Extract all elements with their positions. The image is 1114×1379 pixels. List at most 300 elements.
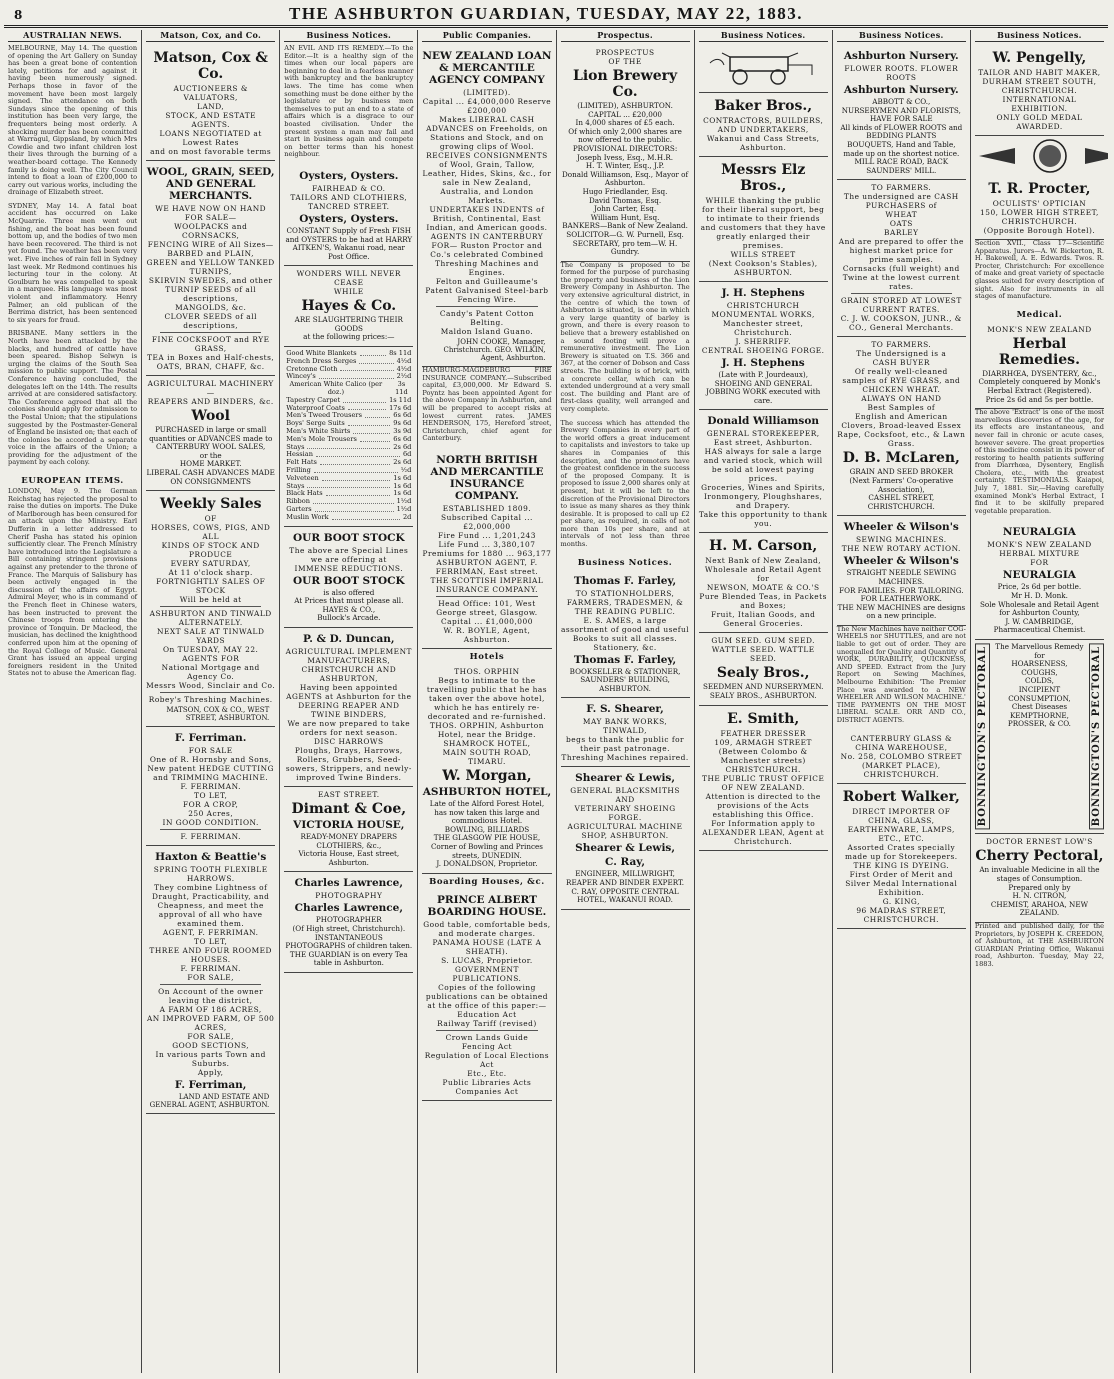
column-header: AUSTRALIAN NEWS. xyxy=(8,30,137,42)
divider-rule xyxy=(436,1030,537,1031)
column-2 xyxy=(142,30,280,1373)
ad-line: Chest Diseases xyxy=(1011,702,1068,712)
column-header: Prospectus. xyxy=(561,30,690,42)
medal-icon xyxy=(975,138,1108,174)
ad-line: J. SHERRIFF. xyxy=(735,337,791,346)
ad-line: Fencing Act xyxy=(461,1041,513,1051)
section-heading: Medical. xyxy=(1016,309,1063,320)
price-value: 2s 6d xyxy=(393,458,412,467)
price-leader xyxy=(320,459,390,465)
ad-line: THE PUBLIC TRUST OFFICE OF NEW ZEALAND. xyxy=(702,773,825,792)
ad-line: EVERY SATURDAY, xyxy=(170,559,251,569)
ad-title: P. & D. Duncan, xyxy=(303,632,395,645)
ad-line: AGRICULTURAL MACHINE SHOP, ASHBURTON. xyxy=(567,822,683,841)
ad-line: An invaluable Medicine in all the stages of Consumption. xyxy=(979,865,1100,883)
ad-line: Will be held at xyxy=(179,595,242,605)
ad-line: Of really well-cleaned samples of RYE GRASS, and CHICKEN WHEAT. xyxy=(842,367,961,395)
price-item: Waterproof Coats xyxy=(286,403,345,412)
price-leader xyxy=(332,514,400,520)
ad-line: ESTABLISHED 1809. xyxy=(442,503,532,513)
ad-line: Capital ... £1,000,000 xyxy=(440,616,533,626)
price-leader xyxy=(315,506,394,512)
ad-line: Fruit, Italian Goods, and General Groceries. xyxy=(710,610,816,629)
ad-line: WE HAVE NOW ON HAND FOR SALE— xyxy=(155,204,267,222)
ad-line: GENERAL BLACKSMITHS xyxy=(570,786,680,796)
ad-line: SAUNDERS' BUILDING, ASHBURTON. xyxy=(580,675,670,693)
ad-line: C. J. W. COOKSON, JUNR., & CO., General Merchants. xyxy=(840,314,962,333)
ad-title: WOOL, GRAIN, SEED, AND GENERAL MERCHANTS. xyxy=(146,166,275,202)
ad-line: MAY BANK WORKS, TINWALD, xyxy=(582,717,668,736)
spacer xyxy=(975,969,1104,975)
ad-line: KINDS OF STOCK AND PRODUCE xyxy=(161,541,260,560)
ad-line: THOS. ORPHIN, Ashburton Hotel, near the Bridge. xyxy=(429,720,545,739)
divider-rule xyxy=(160,984,261,985)
ad-line: SEALY BROS., ASHBURTON. xyxy=(709,690,817,700)
ad-line: TO FARMERS. xyxy=(871,183,932,193)
ad-title: J. H. Stephens xyxy=(721,287,805,299)
ad-subtitle: Shearer & Lewis, xyxy=(575,842,676,855)
advertisement xyxy=(975,521,1104,640)
column-6 xyxy=(695,30,833,1373)
price-item: Tapestry Carpet xyxy=(286,395,341,404)
ad-line: WHEAT xyxy=(885,210,918,220)
ad-line: WONDERS WILL NEVER CEASE xyxy=(296,269,401,288)
column-7 xyxy=(833,30,971,1373)
ad-subtitle: Oysters, Oysters. xyxy=(299,212,399,225)
column-header: Business Notices. xyxy=(699,30,828,42)
ad-line: C. RAY, OPPOSITE CENTRAL HOTEL, WAKANUI ROAD. xyxy=(571,886,679,905)
ad-line: GOVERNMENT PUBLICATIONS. xyxy=(452,964,522,983)
price-row xyxy=(284,381,413,397)
advertisement xyxy=(146,376,275,491)
ad-line: and on most favorable terms xyxy=(150,147,272,156)
ad-title: W. Pengelly, xyxy=(992,50,1087,66)
ad-line: ASHBURTON AND TINWALD xyxy=(149,609,272,619)
vertical-label-right: BONNINGTON'S PECTORAL xyxy=(1089,643,1104,829)
ad-line: On Account of the owner leaving the district, xyxy=(158,987,264,1006)
advertisement xyxy=(146,161,275,376)
price-value: 3s 11d xyxy=(395,380,408,397)
ad-line: We are now prepared to take orders for next season. xyxy=(287,718,411,737)
ad-line: Regulation of Local Elections Act xyxy=(424,1050,550,1069)
price-item: American White Calico (per doz.) xyxy=(289,380,383,397)
ad-line: LOANS NEGOTIATED at Lowest Rates xyxy=(159,129,262,147)
ad-line: MONK'S NEW ZEALAND xyxy=(987,324,1092,334)
ad-line: (Opposite Borough Hotel). xyxy=(983,226,1096,235)
ad-line: Capital ... £4,000,000 Reserve £200,000 xyxy=(422,97,552,115)
ad-line: WOOLPACKS and CORNSACKS, xyxy=(174,222,248,240)
price-leader xyxy=(307,444,390,450)
advertisement xyxy=(699,706,828,851)
ad-line: Victoria House, East street, Ashburton. xyxy=(298,849,400,867)
ad-line: S. LUCAS, Proprietor. xyxy=(441,955,533,965)
ad-line: NEWSON, MOATE & CO.'S xyxy=(706,583,820,593)
section-heading: Hotels xyxy=(469,651,505,662)
ad-line: UNDERTAKES INDENTS of British, Continental, East Indian, and American goods. xyxy=(426,205,548,232)
advertisement xyxy=(975,834,1104,923)
ad-line: Price 2s 6d and 5s per bottle. xyxy=(985,394,1094,404)
spacer xyxy=(8,467,137,473)
ad-subtitle: NEURALGIA xyxy=(1002,569,1076,582)
ad-title: Haxton & Beattie's xyxy=(155,851,267,864)
ad-line: STOCK, AND ESTATE AGENTS. xyxy=(165,111,257,129)
ad-line: OCULISTS' OPTICIAN xyxy=(992,199,1087,208)
ad-line: CENTRAL SHOEING FORGE. xyxy=(701,346,825,355)
ad-line: Messrs Wood, Sinclair and Co. xyxy=(146,681,276,691)
ad-line: John Carter, Esq. xyxy=(593,204,657,214)
ad-line: WILLS STREET xyxy=(730,250,796,259)
ad-line: The above are Special Lines we are offering at xyxy=(289,545,409,564)
section-heading: Business Notices. xyxy=(577,557,673,568)
column-header: Business Notices. xyxy=(284,30,413,42)
advertisement xyxy=(561,698,690,767)
ad-line: E. S. AMES, a large assortment of good and useful Books to suit all classes. xyxy=(560,615,690,643)
price-value: 1s 6d xyxy=(393,473,412,482)
ad-line: (Next Farmers' Co-operative Association), xyxy=(849,475,954,494)
ad-line: J. DONALDSON, Proprietor. xyxy=(436,859,538,869)
advertisement xyxy=(561,767,690,909)
advertisement xyxy=(146,45,275,161)
ad-line: FOR SALE, xyxy=(187,1032,235,1042)
advertisement xyxy=(975,322,1104,409)
ad-line: IN GOOD CONDITION. xyxy=(162,818,259,828)
ad-line: THE NEW ROTARY ACTION. xyxy=(841,544,961,554)
price-item: Men's Mole Trousers xyxy=(286,434,357,443)
ad-title: PRINCE ALBERT BOARDING HOUSE. xyxy=(427,893,547,918)
price-value: 2½d xyxy=(396,372,412,381)
price-value: 4½d xyxy=(396,364,412,373)
ad-line: AGRICULTURAL IMPLEMENT MANUFACTURERS, xyxy=(285,646,412,665)
price-value: 6s 6d xyxy=(393,411,412,420)
price-item: Hessian xyxy=(286,450,313,459)
ad-line: THE GUARDIAN is on every Tea table in Ashburton. xyxy=(289,949,408,968)
ad-line: 250 Acres, xyxy=(188,809,234,819)
price-value: 1s 6d xyxy=(393,489,412,498)
ad-line: WHILE thanking the public for their liberal support, beg to intimate to their friends and customers that they have greatly enlarged their premises. xyxy=(700,196,826,250)
advertisement xyxy=(561,570,690,699)
ad-line: (Of High street, Christchurch). xyxy=(292,923,406,933)
ad-line: CAPITAL ... £20,000 xyxy=(588,109,662,119)
ad-line: 96 MADRAS STREET, CHRISTCHURCH. xyxy=(856,905,947,924)
price-value: 6d xyxy=(402,450,412,459)
price-leader xyxy=(348,420,391,426)
price-item: Boys' Serge Suits xyxy=(286,419,345,428)
ad-line: Groceries, Wines and Spirits, Ironmongery, Ploughshares, and Drapery. xyxy=(701,483,826,511)
ad-line: ARE SLAUGHTERING THEIR GOODS xyxy=(294,315,403,333)
newspaper-title: THE ASHBURTON GUARDIAN, TUESDAY, MAY 22, 1883. xyxy=(289,4,803,23)
column-header: Business Notices. xyxy=(975,30,1104,42)
ad-line: H. N. CITRON, xyxy=(1012,891,1067,901)
ad-line: BARLEY xyxy=(884,228,919,238)
advertisement xyxy=(699,157,828,282)
ad-line: FLOWER ROOTS. FLOWER ROOTS xyxy=(844,64,959,82)
ad-line: ALTERNATELY. xyxy=(178,618,243,628)
price-item: Black Hats xyxy=(286,489,323,498)
ad-line: Education Act xyxy=(457,1009,517,1019)
ad-title: Dimant & Coe, xyxy=(291,800,407,817)
price-row xyxy=(284,514,413,522)
article-text: The success which has attended the Brewery Companies in every part of the world offers a great inducement to capitalists and investors to take up shares in Companies of this description, and the promoters have the greatest confidence in the success of the proposed Company. It is proposed to issue 2,000 shares only at present, but it will be left to the discretion of the Provisional Directors to issue as many shares as they think desirable. It is proposed to call up £2 per share, as required, in calls of not more than 10s per share, and at intervals of not less than three months. xyxy=(560,418,690,549)
ad-title: E. Smith, xyxy=(727,710,800,727)
ad-line: THE KING IS DYEING. xyxy=(853,860,950,870)
ad-line: HAYES & CO., xyxy=(322,604,376,614)
ad-line: Having been appointed AGENTS at Ashburton for the DEERING REAPER AND TWINE BINDERS, xyxy=(286,682,412,719)
article-text: The New Machines have neither COG-WHEELS nor SHUTTLES, and are not liable to get out of order. They are unequalled for Quality and Quantity of WORK, DURABILITY, QUICKNESS, AND SPEED. Extract from the Jury Report on Sewing Machines, Melbourne Exhibition: 'The Premier Place was awarded to a NEW WHEELER AND WILSON MACHINE.' TIME PAYMENTS ON THE MOST LIBERAL SCALE. ORR AND CO., DISTRICT AGENTS. xyxy=(836,624,966,724)
ad-line: CASH BUYER xyxy=(872,358,930,368)
ad-line: (Next Cookson's Stables), xyxy=(708,259,818,268)
ad-line: INTERNATIONAL EXHIBITION. xyxy=(1002,95,1077,113)
ad-subtitle: VICTORIA HOUSE, xyxy=(293,818,405,831)
price-leader xyxy=(343,397,386,403)
ad-line: TAILOR AND HABIT MAKER, xyxy=(978,68,1101,77)
price-item: Men's Tweed Trousers xyxy=(286,411,362,420)
ad-line: CONSTANT Supply of Fresh FISH and OYSTERS to be had at HARRY AITKEN'S, Wakanui road, near Post Office. xyxy=(285,225,413,261)
divider-rule xyxy=(851,293,952,294)
column-header: Business Notices. xyxy=(837,30,966,42)
pectoral-advertisement xyxy=(975,640,1104,834)
advertisement xyxy=(699,410,828,533)
article-text: Section XVII., Class 17—Scientific Apparatus. Jurors—A. W. Bickerton, R. H. Bakewell, A. E. Edwards. Twos. R. Procter, Christchurch: For excellence of make and great variety of spectacle glasses suited for every description of sight. Also for instruments in all stages of manufacture. xyxy=(974,239,1104,301)
ad-line: At Prices that must please all. xyxy=(294,596,404,606)
ad-line: EAST STREET. xyxy=(318,789,380,799)
ad-line: W. R. BOYLE, Agent, Ashburton. xyxy=(443,625,531,644)
ad-line: The Marvellous Remedy for xyxy=(995,642,1084,660)
ad-subtitle: ASHBURTON HOTEL, xyxy=(422,785,552,798)
ad-line: Felton and Guilleaume's Patent Galvanised Steel-barb Fencing Wire. xyxy=(425,277,549,304)
ad-line: DURHAM STREET SOUTH, xyxy=(982,77,1097,86)
ad-line: HOARSENESS, xyxy=(1011,659,1068,669)
ad-signature: MATSON, COX & CO., WEST STREET, ASHBURTON. xyxy=(166,706,270,723)
ad-line: FOR LEATHERWORK. xyxy=(860,594,942,604)
ad-line: On TUESDAY, MAY 22. xyxy=(162,645,259,655)
ad-line: AGENTS FOR xyxy=(182,654,240,664)
ad-line: David Thomas, Esq. xyxy=(588,195,662,205)
ad-line: NURSERYMEN AND FLORISTS, xyxy=(841,105,961,115)
advertisement xyxy=(422,449,551,649)
ad-line: The undersigned are CASH PURCHASERS of xyxy=(843,192,959,211)
ad-line: Sole Wholesale and Retail Agent for Ashburton County, xyxy=(979,599,1099,618)
ad-line: DIARRHŒA, DYSENTERY, &c., xyxy=(982,368,1097,378)
ad-line: COLDS, xyxy=(1024,676,1054,686)
section-heading: EUROPEAN ITEMS. xyxy=(21,476,124,487)
article-text: MELBOURNE, May 14. The question of opening the Art Gallery on Sunday has been a great bone of contention lately, petitions for and against it having been numerously signed. Perhaps those in favor of the movement have been most largely signed. The attendance on both Sundays since the opening of this institution has been very large, the frequenters being most orderly. A shocking murder has been committed at Warragul, Gippsland, by which Mrs Cowdie and two infant children lost their lives through the burning of a weather-board cottage. The Kennedy family is doing well. The City Council intend to float a loan of £200,000 to carry out various works, including the drainage of Elizabeth street. xyxy=(8,44,138,197)
advertisement xyxy=(837,180,966,337)
ad-line: STRAIGHT NEEDLE SEWING MACHINES. xyxy=(846,568,957,586)
ad-line: GENERAL STOREKEEPER, xyxy=(706,429,820,439)
ad-title: Matson, Cox & Co. xyxy=(153,50,268,82)
ad-line: All kinds of FLOWER ROOTS and BEDDING PLANTS xyxy=(840,122,963,141)
price-value: 3s 9d xyxy=(393,427,412,436)
ad-line: HAS always for sale a large and varied stock, which will be sold at lowest paying prices. xyxy=(703,447,823,484)
ad-line: J. W. CAMBRIDGE, xyxy=(1005,616,1074,626)
ad-line: FOR A CROP, xyxy=(182,800,239,810)
ad-line: CHEMIST, ARAHOA, NEW ZEALAND. xyxy=(990,899,1088,918)
columns-container xyxy=(4,30,1108,1373)
article-text: The Company is proposed to be formed for the purpose of purchasing the property and business of the Lion Brewery Company in Ashburton. The very extensive agricultural district, in the centre of which the town of Ashburton is situated, is one in which a very large quantity of barley is grown, and there is every reason to believe that a brewery established on a sound footing will prove a remunerative investment. The Lion Brewery is situated on T.S. 366 and 367, at the corner of Dobson and Cass streets. The building is of brick, with a concrete cellar, which can be extended underground at a very small cost. The building and Plant are of first-class quality, well arranged and very complete. xyxy=(560,260,690,413)
ad-line: 109, ARMAGH STREET xyxy=(714,737,812,747)
advertisement xyxy=(837,337,966,516)
ad-line: SECRETARY, pro tem—W. H. Gundry. xyxy=(572,238,678,257)
ad-line: MONK'S NEW ZEALAND HERBAL MIXTURE xyxy=(987,540,1092,559)
column-3 xyxy=(280,30,418,1373)
advertisement xyxy=(699,93,828,157)
ad-line: SKIRVIN SWEDES, and other TURNIP SEEDS of all descriptions, xyxy=(148,276,273,303)
advertisement xyxy=(837,784,966,929)
price-leader xyxy=(365,412,390,418)
ad-line: MILL RACE ROAD, BACK SAUNDERS' MILL. xyxy=(854,157,949,175)
ad-line: Cornsacks (full weight) and Twine at the lowest current rates. xyxy=(842,264,960,292)
ad-line: SEEDMEN AND NURSERYMEN. xyxy=(702,682,824,692)
ad-line: At 11 o'clock sharp. xyxy=(168,568,253,578)
ad-line: GRAIN AND SEED BROKER xyxy=(849,467,953,477)
ad-title: F. Ferriman. xyxy=(174,732,247,745)
advertisement xyxy=(699,633,828,705)
ad-line: Price, 2s 6d per bottle. xyxy=(997,582,1082,592)
ad-line: FENCING WIRE of All Sizes—BARBED and PLAIN, xyxy=(147,240,274,258)
article-text: BRISBANE. Many settlers in the North have been attacked by the blacks, and hundred of cattle have been speared. Bishop Selwyn is urging the claims of the South Sea mission to public support. The Postal Conference having concluded, the delegates left on the 14th. The results arrived at are considered satisfactory. The Conference agreed that all the colonies should apply for admission to the Postal Union; that the stipulations suggested by the Postmaster-General of England be insisted on; that each of the colonies be accorded a separate voice in the affairs of the Union; a providing for the adjustment of the payment by each colony. xyxy=(8,329,138,467)
ad-subtitle: Ashburton Nursery. xyxy=(843,84,959,96)
ad-line: BOWLING, BILLIARDS xyxy=(444,824,530,834)
ad-signature: LAND AND ESTATE AND GENERAL AGENT, ASHBURTON. xyxy=(149,1093,270,1110)
ad-line: OF xyxy=(204,514,217,524)
price-value: 2s 6d xyxy=(393,442,412,451)
ad-line: A FARM OF 186 ACRES, xyxy=(159,1005,262,1015)
article-text: SYDNEY, May 14. A fatal boat accident has occurred on Lake McQuarrie. Three men went out fishing, and the boat has been found bottom up, and the bodies of two men have been recovered. The third is not yet found. The weather has been very wet. Five inches of rain fell in Sydney last week. Mr Redmond continues his lecturing tour in the colony. At Goulburn he was compelled to speak in a marquee. His language was most violent and inflammatory. Henry Palmer, an old publican of the Berrima district, has been sentenced to six years for fraud. xyxy=(8,201,138,324)
ad-line: THOS. ORPHIN xyxy=(454,666,520,676)
ad-line: Companies Act xyxy=(455,1086,519,1096)
ad-line: F. FERRIMAN. xyxy=(180,964,241,974)
ad-subtitle: Charles Lawrence, xyxy=(294,902,403,915)
ad-line: Of which only 2,000 shares are now offered to the public. xyxy=(568,126,682,145)
ad-line: FEATHER DRESSER xyxy=(720,728,806,738)
ad-line: English and American Clovers, Broad-leaved Essex Rape, Cocksfoot, etc., & Lawn Grass. xyxy=(837,412,966,449)
ad-title: Baker Bros., xyxy=(714,98,813,114)
ad-line: ALEXANDER LEAN, Agent at Christchurch. xyxy=(702,827,825,846)
ad-line: or the xyxy=(199,450,222,460)
ad-line: Stationery, &c. xyxy=(593,642,657,652)
advertisement xyxy=(699,533,828,633)
ad-line: For Information apply to xyxy=(711,818,816,828)
ad-line: CANTERBURY GLASS & CHINA WAREHOUSE, xyxy=(850,733,953,752)
ad-line: BANKERS—Bank of New Zealand. xyxy=(562,221,688,231)
ad-title: W. Morgan, xyxy=(442,767,532,784)
ad-line: PROSPECTUS xyxy=(595,48,655,57)
ad-title: Wheeler & Wilson's xyxy=(843,521,959,534)
ad-title: Charles Lawrence, xyxy=(294,877,403,890)
ad-title: F. S. Shearer, xyxy=(586,703,664,716)
ad-title: Herbal Remedies. xyxy=(998,335,1080,368)
ad-title-secondary: F. Ferriman, xyxy=(174,1079,247,1092)
price-item: Velveteen xyxy=(286,473,319,482)
ad-line: AGENT, F. FERRIMAN. xyxy=(162,928,259,938)
price-item: Cretonne Cloth xyxy=(286,364,338,373)
price-item: Muslin Work xyxy=(286,512,329,521)
ad-line: TO LET, xyxy=(194,937,228,947)
divider-rule xyxy=(436,306,537,307)
ad-line: In various parts Town and Suburbs. xyxy=(155,1050,266,1069)
ad-line: FORTNIGHTLY SALES OF STOCK xyxy=(156,577,266,596)
price-value: ½d xyxy=(400,466,412,475)
ad-line: is also offered xyxy=(323,587,375,597)
column-header: Matson, Cox, and Co. xyxy=(146,30,275,42)
ad-title: NEURALGIA xyxy=(1002,526,1076,539)
ad-line: Threshing Machines repaired. xyxy=(561,753,689,763)
ad-line: FAIRHEAD & CO. xyxy=(312,183,386,193)
price-value: 1s 11d xyxy=(389,395,412,404)
column-5 xyxy=(557,30,695,1373)
ad-line: Begs to intimate to the travelling public that he has taken over the above hotel, which he has entirely re-decorated and re-furnished. xyxy=(426,675,548,721)
price-value: 4½d xyxy=(396,356,412,365)
ad-line: Attention is directed to the provisions of the Acts establishing this Office. xyxy=(705,791,821,819)
ad-line: Best Samples of xyxy=(867,403,936,413)
price-leader xyxy=(314,467,398,473)
price-value: 1½d xyxy=(396,497,412,506)
ad-line: DISC HARROWS xyxy=(314,736,384,746)
ad-line: HORSES, COWS, PIGS, AND ALL xyxy=(151,523,271,542)
ad-line: INSTANTANEOUS PHOTOGRAPHS of children taken. xyxy=(285,932,413,951)
ad-line: HOME MARKET. xyxy=(179,459,242,469)
ad-signature: JOHN COOKE, Manager, Christchurch. GEO. WILKIN, Agent, Ashburton. xyxy=(443,338,546,362)
ad-line: AGENTS IN CANTERBURY FOR— Ruston Proctor and Co.'s celebrated Combined Threshing Machines and Engines. xyxy=(430,232,544,277)
ad-line: MAIN SOUTH ROAD, TIMARU. xyxy=(442,747,532,766)
ad-line: REAPERS AND BINDERS, &c. xyxy=(147,397,274,406)
advertisement xyxy=(837,516,966,626)
ad-line: Wakanui and Cass Streets, Ashburton. xyxy=(706,134,820,152)
price-item: Ribbon xyxy=(286,497,310,506)
advertisement xyxy=(146,491,275,727)
spacer xyxy=(8,678,137,684)
price-item: Good White Blankets xyxy=(286,349,357,358)
column-4 xyxy=(418,30,556,1373)
price-item: Garters xyxy=(286,505,312,513)
ad-title: NEW ZEALAND LOAN & MERCANTILE AGENCY COMPANY xyxy=(422,50,552,86)
ad-line: THE SCOTTISH IMPERIAL INSURANCE COMPANY. xyxy=(430,575,544,594)
advertisement xyxy=(422,664,551,874)
ad-line: AND xyxy=(615,795,635,805)
ad-line: William Hunt, Esq. xyxy=(590,212,660,222)
ad-line: IMMENSE REDUCTIONS. xyxy=(294,563,404,573)
ad-subtitle: Wheeler & Wilson's xyxy=(843,555,959,568)
column-header: Public Companies. xyxy=(422,30,551,42)
ad-line: CLOVER SEEDS of all descriptions, xyxy=(164,312,257,330)
ad-line: SHAMROCK HOTEL, xyxy=(443,738,531,748)
ad-line: SEWING MACHINES. xyxy=(855,535,947,545)
ad-line: 150, LOWER HIGH STREET, CHRISTCHURCH. xyxy=(980,208,1099,226)
advertisement xyxy=(284,165,413,266)
ad-line: SPRING TOOTH FLEXIBLE HARROWS. xyxy=(153,865,268,884)
ad-line: MANGOLDS, &c. xyxy=(175,303,247,312)
advertisement xyxy=(284,266,413,347)
ad-title: Ashburton Nursery. xyxy=(843,50,959,62)
advertisement xyxy=(284,527,413,628)
price-leader xyxy=(307,483,390,489)
ad-title: Robert Walker, xyxy=(842,788,960,805)
ad-line: KEMPTHORNE, PROSSER, & CO. xyxy=(1007,710,1071,729)
spacer xyxy=(975,301,1104,307)
ad-line: Makes LIBERAL CASH ADVANCES on Freeholds, on Stations and Stock, and on growing clips of Wool. xyxy=(426,115,548,151)
ad-line: OATS xyxy=(889,219,913,229)
ad-line: TANCRED STREET. xyxy=(308,201,390,211)
ad-title: NORTH BRITISH AND MERCANTILE INSURANCE COMPANY. xyxy=(430,453,544,502)
ad-line: Pure Blended Teas, in Packets and Boxes; xyxy=(699,592,827,611)
ad-title: H. M. Carson, xyxy=(709,538,818,555)
divider-rule xyxy=(160,606,261,607)
ad-line: One of R. Hornsby and Sons, New patent HEDGE CUTTING and TRIMMING MACHINE. xyxy=(147,755,275,783)
ad-title: Oysters, Oysters. xyxy=(299,169,399,182)
price-value: 8s 11d xyxy=(389,349,412,358)
price-value: 2d xyxy=(402,512,412,521)
price-item: Stays xyxy=(286,442,305,451)
